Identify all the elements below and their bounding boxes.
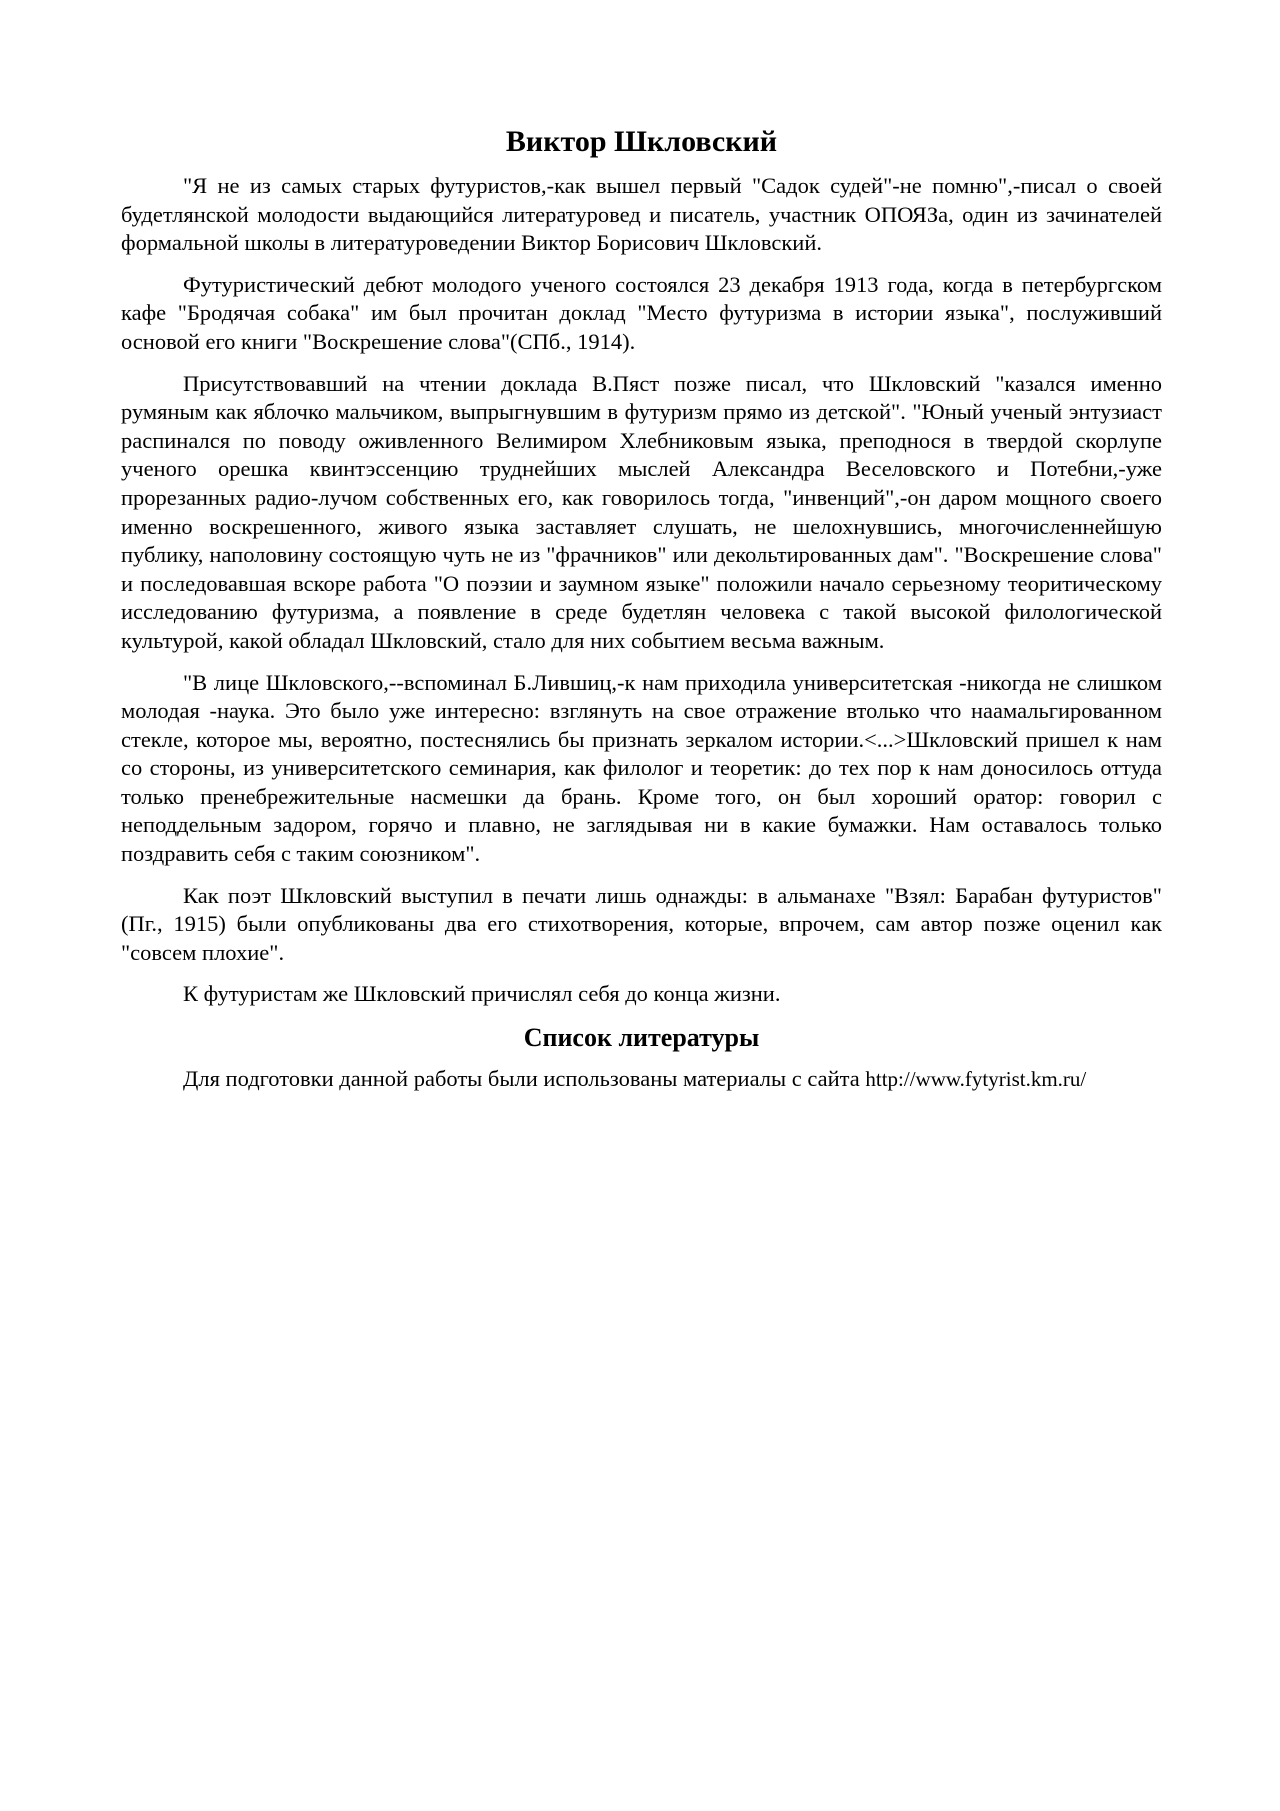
paragraph-conclusion: К футуристам же Шкловский причислял себя до конца жизни. — [183, 981, 781, 1007]
document-title: Виктор Шкловский — [505, 125, 778, 158]
paragraph-pyast-recollection: Присутствовавший на чтении доклада В.Пяст позже писал, что Шкловский "казался именно румяным как яблочко мальчиком, выпрыгнувшим в футуризм прямо из детской". "Юный ученый энтузиаст распинался по поводу оживленного Велимиром Хлебниковым языка, преподнося в твердой скорлупе ученого орешка квинтэссенцию труднейших мыслей Александра Веселовского и Потебни,-уже прорезанных радио-лучом собственных его, как говорилось тогда, "инвенций",-он даром мощного своего именно воскрешенного, живого языка заставляет слушать, не шелохнувшись, многочисленнейшую публику, наполовину состоящую чуть не из "фрачников" или декольтированных дам". "Воскрешение слова" и последовавшая вскоре работа "О поэзии и заумном языке" положили начало серьезному теоритическому исследованию футуризма, а появление в среде будетлян человека с такой высокой филологической культурой, какой обладал Шкловский, стало для них событием весьма важным. — [121, 370, 1162, 653]
references-paragraph — [121, 1065, 1162, 1094]
references-url: http://www.fytyrist.km.ru/ — [865, 1067, 1087, 1092]
references-heading: Список литературы — [523, 1023, 760, 1053]
paragraph-futurist-debut: Футуристический дебют молодого ученого состоялся 23 декабря 1913 года, когда в петербургском кафе "Бродячая собака" им был прочитан доклад "Место футуризма в истории языка", послуживший основой его книги "Воскрешение слова"(СПб., 1914). — [121, 271, 1162, 354]
paragraph-intro-quote: "Я не из самых старых футуристов,-как вышел первый "Садок судей"-не помню",-писал о своей будетлянской молодости выдающийся литературовед и писатель, участник ОПОЯЗа, один из зачинателей формальной школы в литературоведении Виктор Борисович Шкловский. — [121, 173, 1162, 256]
paragraph-livshits-recollection: "В лице Шкловского,--вспоминал Б.Лившиц,-к нам приходила университетская -никогда не слишком молодая -наука. Это было уже интересно: взглянуть на свое отражение втолько что наамальгированном стекле, которое мы, вероятно, постеснялись бы признать зеркалом истории.<...>Шкловский пришел к нам со стороны, из университетского семинария, как филолог и теоретик: до тех пор к нам доносилось оттуда только пренебрежительные насмешки да брань. Кроме того, он был хороший оратор: говорил с неподдельным задором, горячо и плавно, не заглядывая ни в какие бумажки. Нам оставалось только поздравить себя с таким союзником". — [121, 669, 1162, 867]
paragraph-poet-debut: Как поэт Шкловский выступил в печати лишь однажды: в альманахе "Взял: Барабан футуристов" (Пг., 1915) были опубликованы два его стихотворения, которые, впрочем, сам автор позже оценил как "совсем плохие". — [121, 882, 1162, 965]
references-text: Для подготовки данной работы были использованы материалы с сайта — [183, 1066, 866, 1092]
document-page — [121, 118, 1162, 1107]
